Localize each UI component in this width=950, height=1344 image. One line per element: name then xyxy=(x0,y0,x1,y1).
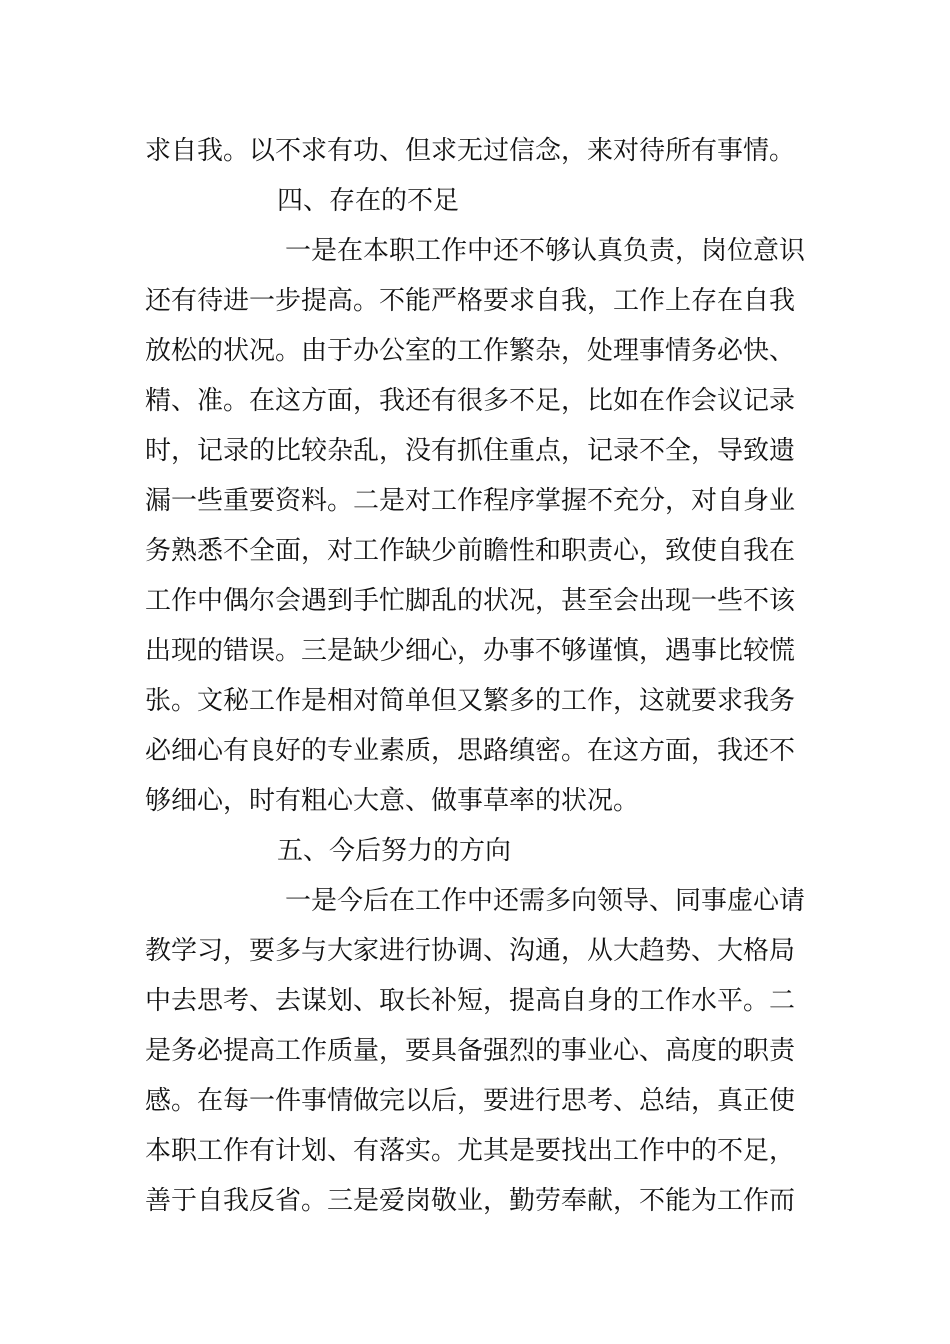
text-line: 精、准。在这方面，我还有很多不足，比如在作会议记录 xyxy=(145,386,796,416)
text-line: 出现的错误。三是缺少细心，办事不够谨慎，遇事比较慌 xyxy=(145,636,796,666)
section-heading: 四、存在的不足 xyxy=(277,186,460,216)
paragraph-first-line: 一是今后在工作中还需多向领导、同事虚心请 xyxy=(285,886,806,916)
text-line: 还有待进一步提高。不能严格要求自我，工作上存在自我 xyxy=(145,286,796,316)
text-line: 教学习，要多与大家进行协调、沟通，从大趋势、大格局 xyxy=(145,936,796,966)
text-line: 务熟悉不全面，对工作缺少前瞻性和职责心，致使自我在 xyxy=(145,536,796,566)
section-heading: 五、今后努力的方向 xyxy=(277,836,512,866)
text-line: 必细心有良好的专业素质，思路缜密。在这方面，我还不 xyxy=(145,736,796,766)
text-line: 工作中偶尔会遇到手忙脚乱的状况，甚至会出现一些不该 xyxy=(145,586,796,616)
text-line: 是务必提高工作质量，要具备强烈的事业心、高度的职责 xyxy=(145,1036,796,1066)
text-line: 张。文秘工作是相对简单但又繁多的工作，这就要求我务 xyxy=(145,686,796,716)
text-line: 中去思考、去谋划、取长补短，提高自身的工作水平。二 xyxy=(145,986,796,1016)
text-line: 够细心，时有粗心大意、做事草率的状况。 xyxy=(145,786,640,816)
text-line: 放松的状况。由于办公室的工作繁杂，处理事情务必快、 xyxy=(145,336,796,366)
text-line: 本职工作有计划、有落实。尤其是要找出工作中的不足， xyxy=(145,1136,796,1166)
text-line: 感。在每一件事情做完以后，要进行思考、总结，真正使 xyxy=(145,1086,796,1116)
text-line: 漏一些重要资料。二是对工作程序掌握不充分，对自身业 xyxy=(145,486,796,516)
text-line: 求自我。以不求有功、但求无过信念，来对待所有事情。 xyxy=(145,136,796,166)
paragraph-first-line: 一是在本职工作中还不够认真负责，岗位意识 xyxy=(285,236,806,266)
text-line: 善于自我反省。三是爱岗敬业，勤劳奉献，不能为工作而 xyxy=(145,1186,796,1216)
text-line: 时，记录的比较杂乱，没有抓住重点，记录不全，导致遗 xyxy=(145,436,796,466)
